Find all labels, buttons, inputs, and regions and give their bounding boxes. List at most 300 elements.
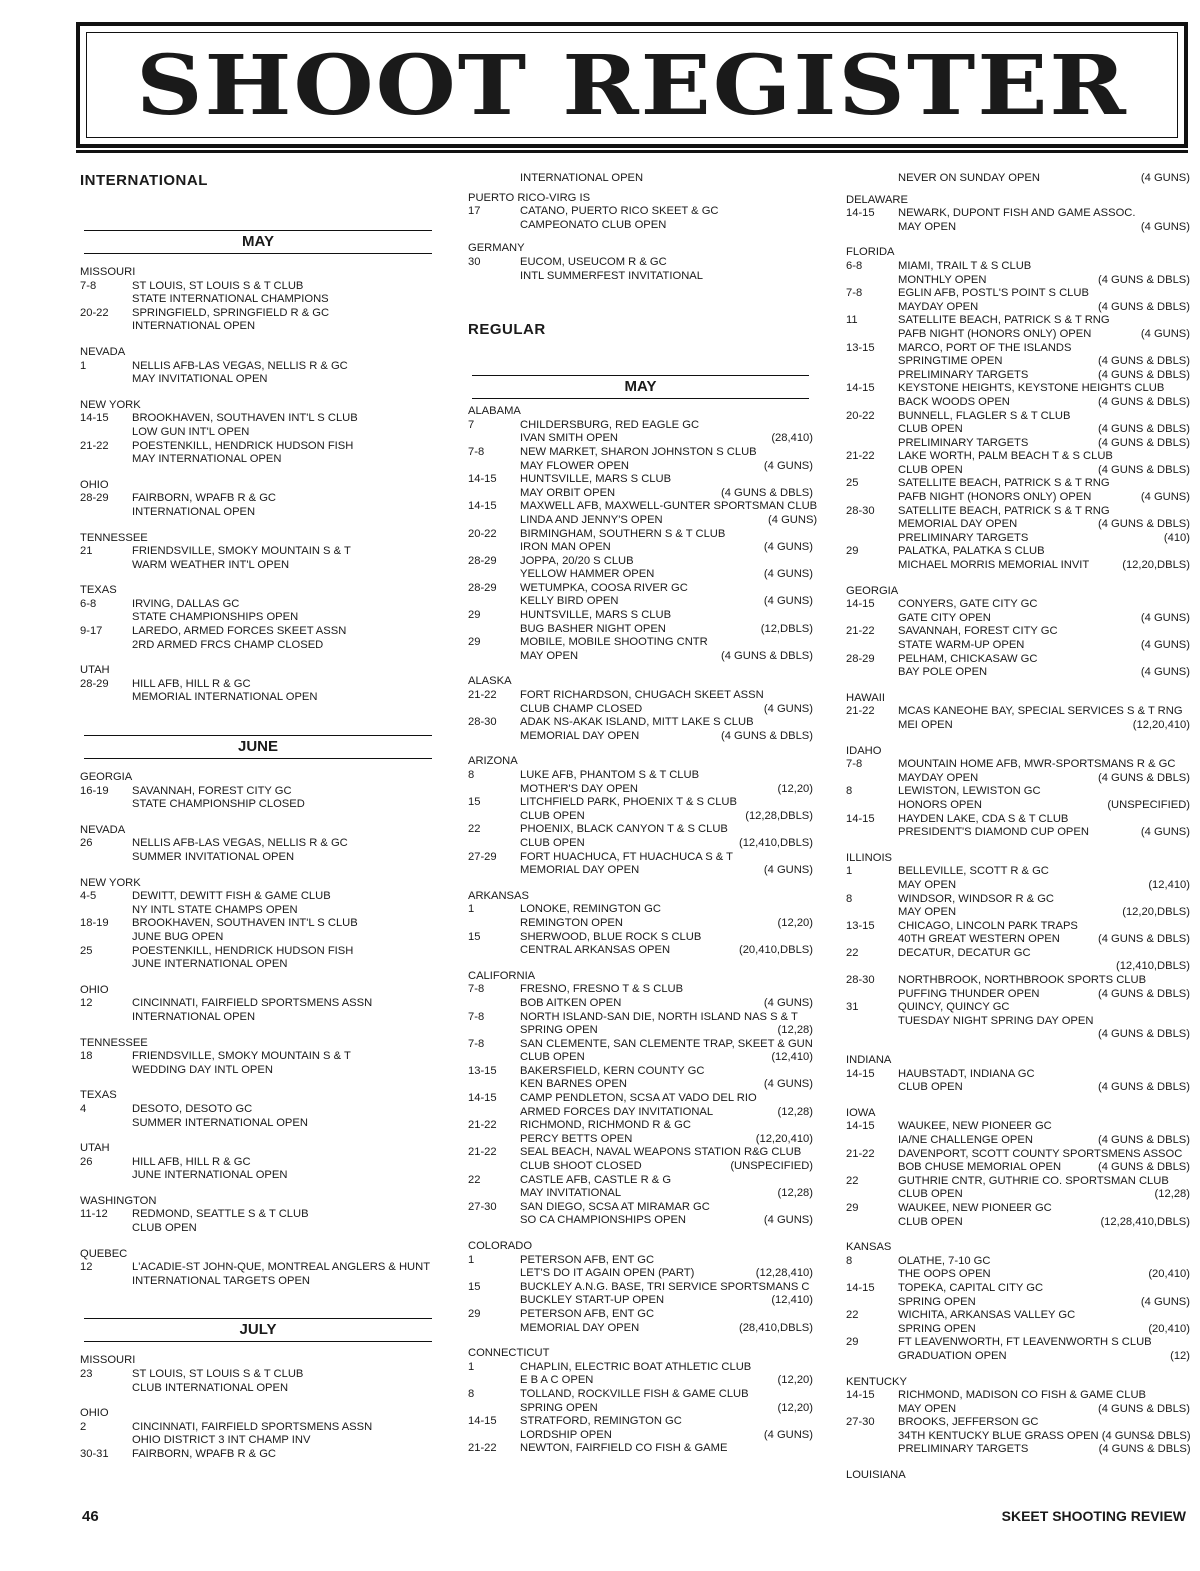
detail-line bbox=[898, 505, 1190, 519]
detail-line bbox=[898, 1443, 1191, 1457]
detail-line bbox=[132, 307, 436, 321]
shoot-text: REMINGTON OPEN bbox=[520, 916, 623, 929]
shoot-text: SEAL BEACH, NAVAL WEAPONS STATION R&G CLUB bbox=[520, 1146, 802, 1159]
shoot-dates: 11-12 bbox=[80, 1208, 108, 1221]
detail-line bbox=[520, 1308, 813, 1322]
shoot-entry bbox=[846, 1282, 1190, 1309]
shoot-dates: 7-8 bbox=[468, 983, 485, 996]
shoot-dates: 22 bbox=[846, 1174, 859, 1187]
shoot-entry bbox=[846, 1148, 1190, 1175]
detail-line bbox=[520, 609, 813, 623]
state-block bbox=[80, 1354, 436, 1395]
state-block bbox=[80, 266, 436, 334]
detail-line bbox=[132, 1050, 436, 1064]
shoot-entry bbox=[80, 837, 436, 864]
shoot-text: STATE CHAMPIONSHIPS OPEN bbox=[132, 611, 299, 624]
shoot-entry bbox=[468, 1201, 813, 1228]
shoot-text: CATANO, PUERTO RICO SKEET & GC bbox=[520, 205, 719, 218]
shoot-entry bbox=[468, 769, 813, 796]
shoot-details bbox=[132, 785, 436, 812]
state-block bbox=[80, 399, 436, 467]
shoot-details bbox=[520, 796, 813, 823]
shoot-entry bbox=[846, 505, 1190, 546]
shoot-details bbox=[898, 1255, 1190, 1282]
shoot-text: PRELIMINARY TARGETS bbox=[898, 1443, 1029, 1456]
shoot-entry bbox=[846, 410, 1190, 451]
shoot-text: PETERSON AFB, ENT GC bbox=[520, 1253, 655, 1266]
shoot-dates: 26 bbox=[80, 1155, 93, 1168]
shoot-details bbox=[520, 1442, 813, 1456]
gauge-info: (12,20,DBLS) bbox=[1122, 906, 1190, 919]
detail-line bbox=[132, 492, 436, 506]
state-block bbox=[80, 584, 436, 652]
state-block bbox=[846, 246, 1190, 572]
detail-line bbox=[898, 355, 1190, 369]
state-block bbox=[468, 242, 813, 283]
detail-line bbox=[132, 1448, 436, 1462]
detail-line bbox=[132, 904, 436, 918]
shoot-dates: 28-29 bbox=[468, 554, 497, 567]
shoot-entry bbox=[80, 598, 436, 625]
state-name: ALASKA bbox=[468, 675, 512, 688]
detail-line bbox=[898, 879, 1190, 893]
shoot-dates: 6-8 bbox=[80, 597, 97, 610]
detail-line bbox=[898, 813, 1190, 827]
shoot-text: PETERSON AFB, ENT GC bbox=[520, 1307, 655, 1320]
shoot-entry bbox=[846, 974, 1190, 1001]
state-name: TEXAS bbox=[80, 1089, 117, 1102]
gauge-info: (4 GUNS) bbox=[1140, 220, 1190, 233]
gauge-info: (12) bbox=[1170, 1349, 1190, 1362]
shoot-details bbox=[898, 1120, 1190, 1147]
shoot-text: TUESDAY NIGHT SPRING DAY OPEN bbox=[898, 1014, 1094, 1027]
gauge-info: (4 GUNS) bbox=[1140, 666, 1190, 679]
shoot-details bbox=[898, 598, 1190, 625]
shoot-text: BUG BASHER NIGHT OPEN bbox=[520, 622, 666, 635]
detail-line bbox=[898, 1389, 1190, 1403]
shoot-text: WAUKEE, NEW PIONEER GC bbox=[898, 1201, 1052, 1214]
shoot-entry bbox=[80, 1208, 436, 1235]
shoot-text: CHAPLIN, ELECTRIC BOAT ATHLETIC CLUB bbox=[520, 1360, 752, 1373]
shoot-text: RICHMOND, MADISON CO FISH & GAME CLUB bbox=[898, 1389, 1147, 1402]
shoot-dates: 18-19 bbox=[80, 917, 109, 930]
shoot-text: CINCINNATI, FAIRFIELD SPORTSMENS ASSN bbox=[132, 997, 373, 1010]
shoot-text: MAY OPEN bbox=[898, 906, 957, 919]
shoot-text: WICHITA, ARKANSAS VALLEY GC bbox=[898, 1309, 1076, 1322]
detail-line bbox=[898, 772, 1190, 786]
shoot-dates: 29 bbox=[846, 1201, 859, 1214]
state-name: NEVADA bbox=[80, 345, 126, 358]
shoot-text: MAY INTERNATIONAL OPEN bbox=[132, 453, 282, 466]
shoot-text: SPRING OPEN bbox=[898, 1322, 976, 1335]
shoot-text: SPRINGFIELD, SPRINGFIELD R & GC bbox=[132, 306, 330, 319]
shoot-entry bbox=[846, 260, 1190, 287]
shoot-text: BUCKLEY START-UP OPEN bbox=[520, 1294, 665, 1307]
detail-line bbox=[520, 1160, 813, 1174]
detail-line bbox=[132, 506, 436, 520]
shoot-text: SAVANNAH, FOREST CITY GC bbox=[898, 625, 1058, 638]
shoot-dates: 29 bbox=[846, 1336, 859, 1349]
shoot-entry bbox=[80, 492, 436, 519]
column-3 bbox=[846, 172, 1190, 1483]
state-block bbox=[846, 1241, 1190, 1363]
shoot-entry bbox=[846, 1120, 1190, 1147]
shoot-entry bbox=[846, 477, 1190, 504]
shoot-entry bbox=[468, 1415, 813, 1442]
shoot-text: LORDSHIP OPEN bbox=[520, 1428, 612, 1441]
shoot-text: WEDDING DAY INTL OPEN bbox=[132, 1063, 273, 1076]
gauge-info: (12,410) bbox=[771, 1294, 813, 1307]
detail-line bbox=[520, 917, 813, 931]
shoot-dates: 26 bbox=[80, 837, 93, 850]
shoot-text: MAY INVITATIONAL OPEN bbox=[132, 373, 268, 386]
detail-line bbox=[132, 1208, 436, 1222]
detail-line bbox=[520, 219, 813, 233]
shoot-text: FRIENDSVILLE, SMOKY MOUNTAIN S & T bbox=[132, 1050, 351, 1063]
detail-line bbox=[898, 1309, 1190, 1323]
shoot-entry bbox=[80, 917, 436, 944]
shoot-dates: 21-22 bbox=[846, 1147, 875, 1160]
detail-line bbox=[132, 1368, 436, 1382]
shoot-text: HAYDEN LAKE, CDA S & T CLUB bbox=[898, 812, 1069, 825]
detail-line bbox=[898, 865, 1190, 879]
shoot-text: CHILDERSBURG, RED EAGLE GC bbox=[520, 418, 700, 431]
shoot-text: BAY POLE OPEN bbox=[898, 666, 988, 679]
shoot-entry bbox=[468, 903, 813, 930]
gauge-info: (12,28,410,DBLS) bbox=[1100, 1215, 1190, 1228]
shoot-text: FAIRBORN, WPAFB R & GC bbox=[132, 1448, 276, 1460]
detail-line bbox=[898, 1296, 1190, 1310]
shoot-details bbox=[132, 1421, 436, 1448]
state-block bbox=[468, 675, 813, 743]
shoot-text: LOW GUN INT'L OPEN bbox=[132, 425, 250, 438]
shoot-dates: 29 bbox=[468, 1307, 481, 1320]
detail-line bbox=[520, 256, 813, 270]
shoot-entry bbox=[80, 890, 436, 917]
shoot-details bbox=[132, 307, 436, 334]
shoot-details bbox=[132, 890, 436, 917]
detail-line bbox=[898, 221, 1190, 235]
shoot-entry bbox=[846, 342, 1190, 383]
detail-line bbox=[132, 1421, 436, 1435]
detail-line bbox=[898, 450, 1190, 464]
shoot-details bbox=[898, 1282, 1190, 1309]
detail-line bbox=[132, 373, 436, 387]
shoot-entry bbox=[468, 1361, 813, 1388]
header-rule bbox=[76, 150, 1188, 153]
detail-line bbox=[520, 823, 813, 837]
shoot-details bbox=[520, 716, 813, 743]
shoot-text: MOTHER'S DAY OPEN bbox=[520, 782, 638, 795]
detail-line bbox=[132, 320, 436, 334]
shoot-details bbox=[520, 1388, 813, 1415]
detail-line bbox=[132, 945, 436, 959]
shoot-dates: 27-30 bbox=[468, 1200, 497, 1213]
gauge-info: (4 GUNS) bbox=[1140, 172, 1190, 184]
gauge-info: (4 GUNS) bbox=[763, 459, 813, 472]
shoot-dates: 14-15 bbox=[846, 207, 875, 220]
detail-line bbox=[520, 1254, 813, 1268]
shoot-text: CLUB OPEN bbox=[132, 1222, 197, 1235]
shoot-details bbox=[520, 1201, 813, 1228]
state-name: IOWA bbox=[846, 1106, 876, 1119]
detail-line bbox=[898, 920, 1190, 934]
detail-line bbox=[132, 851, 436, 865]
detail-line bbox=[898, 1068, 1190, 1082]
shoot-text: LINDA AND JENNY'S OPEN bbox=[520, 513, 663, 526]
detail-line bbox=[132, 559, 436, 573]
shoot-entry bbox=[468, 1254, 813, 1281]
shoot-entry bbox=[846, 813, 1190, 840]
shoot-details bbox=[132, 1156, 436, 1183]
detail-line bbox=[132, 678, 436, 692]
shoot-dates: 4 bbox=[80, 1102, 87, 1115]
detail-line bbox=[898, 287, 1190, 301]
state-name: GERMANY bbox=[468, 242, 525, 255]
shoot-dates: 7-8 bbox=[468, 1010, 485, 1023]
shoot-text: LET'S DO IT AGAIN OPEN (PART) bbox=[520, 1267, 695, 1280]
shoot-entry bbox=[80, 678, 436, 705]
shoot-text: STATE WARM-UP OPEN bbox=[898, 639, 1025, 651]
shoot-text: MOUNTAIN HOME AFB, MWR-SPORTSMANS R & GC bbox=[898, 758, 1176, 771]
gauge-info: (12,20) bbox=[777, 1374, 813, 1387]
shoot-text: CAMPEONATO CLUB OPEN bbox=[520, 218, 667, 231]
page-title: SHOOT REGISTER bbox=[136, 36, 1128, 134]
detail-line bbox=[520, 796, 813, 810]
shoot-dates: 23 bbox=[80, 1368, 93, 1381]
detail-line bbox=[520, 689, 813, 703]
state-block bbox=[80, 771, 436, 812]
detail-line bbox=[520, 541, 813, 555]
shoot-text: CLUB OPEN bbox=[898, 423, 963, 436]
detail-line bbox=[520, 623, 813, 637]
shoot-entry bbox=[80, 1368, 436, 1395]
month-heading: JULY bbox=[84, 1318, 432, 1342]
shoot-details bbox=[898, 865, 1190, 892]
shoot-text: DECATUR, DECATUR GC bbox=[898, 946, 1031, 959]
shoot-text: INTERNATIONAL OPEN bbox=[132, 1010, 256, 1023]
gauge-info: (12,410) bbox=[771, 1051, 813, 1064]
shoot-dates: 29 bbox=[468, 636, 481, 649]
detail-line bbox=[520, 1388, 813, 1402]
shoot-entry bbox=[80, 360, 436, 387]
detail-line bbox=[898, 1202, 1190, 1216]
detail-line bbox=[520, 1201, 813, 1215]
detail-line bbox=[132, 545, 436, 559]
gauge-info: (12,20) bbox=[777, 916, 813, 929]
detail-line bbox=[898, 639, 1190, 653]
gauge-info: (12,DBLS) bbox=[760, 622, 813, 635]
shoot-details bbox=[520, 1308, 813, 1335]
shoot-dates: 22 bbox=[468, 1173, 481, 1186]
shoot-text: MEMORIAL DAY OPEN bbox=[520, 729, 640, 742]
detail-line bbox=[520, 703, 813, 717]
state-name: LOUISIANA bbox=[846, 1469, 906, 1482]
shoot-dates: 12 bbox=[80, 997, 93, 1010]
shoot-details bbox=[132, 625, 436, 652]
detail-line bbox=[898, 314, 1190, 328]
shoot-text: BOB CHUSE MEMORIAL OPEN bbox=[898, 1161, 1062, 1174]
detail-line bbox=[520, 983, 813, 997]
shoot-dates: 14-15 bbox=[846, 598, 875, 611]
shoot-entry bbox=[846, 920, 1190, 947]
detail-line bbox=[132, 958, 436, 972]
gauge-info: (4 GUNS) bbox=[763, 541, 813, 554]
state-name: KANSAS bbox=[846, 1241, 892, 1254]
shoot-dates: 21-22 bbox=[846, 705, 875, 718]
shoot-text: INTERNATIONAL TARGETS OPEN bbox=[132, 1274, 310, 1287]
shoot-text: PERCY BETTS OPEN bbox=[520, 1132, 633, 1145]
shoot-dates: 14-15 bbox=[846, 1281, 875, 1294]
shoot-entry bbox=[468, 609, 813, 636]
detail-line bbox=[898, 369, 1190, 383]
gauge-info: (12,20,410) bbox=[755, 1132, 813, 1145]
shoot-text: SATELLITE BEACH, PATRICK S & T RNG bbox=[898, 504, 1110, 517]
shoot-text: GATE CITY OPEN bbox=[898, 611, 991, 624]
detail-line bbox=[132, 440, 436, 454]
shoot-details bbox=[520, 983, 813, 1010]
detail-line bbox=[898, 974, 1190, 988]
shoot-text: BACK WOODS OPEN bbox=[898, 395, 1010, 408]
shoot-dates: 7-8 bbox=[846, 758, 863, 771]
shoot-entry bbox=[468, 1308, 813, 1335]
shoot-entry bbox=[468, 1442, 813, 1456]
detail-line bbox=[898, 559, 1190, 573]
shoot-details bbox=[132, 280, 436, 307]
shoot-details bbox=[898, 1202, 1190, 1229]
shoot-entry bbox=[468, 636, 813, 663]
shoot-entry bbox=[468, 1388, 813, 1415]
shoot-text: MIAMI, TRAIL T & S CLUB bbox=[898, 259, 1032, 272]
detail-line bbox=[520, 636, 813, 650]
shoot-text: LAKE WORTH, PALM BEACH T & S CLUB bbox=[898, 450, 1113, 463]
detail-line bbox=[520, 997, 813, 1011]
shoot-dates: 22 bbox=[468, 823, 481, 836]
gauge-info: (28,410) bbox=[771, 432, 813, 445]
shoot-dates: 14-15 bbox=[846, 1120, 875, 1133]
shoot-dates: 30-31 bbox=[80, 1448, 109, 1460]
shoot-details bbox=[898, 477, 1190, 504]
detail-line bbox=[898, 799, 1190, 813]
shoot-details bbox=[898, 705, 1190, 732]
gauge-info: (4 GUNS) bbox=[763, 996, 813, 1009]
shoot-text: NY INTL STATE CHAMPS OPEN bbox=[132, 903, 298, 916]
shoot-text: 2RD ARMED FRCS CHAMP CLOSED bbox=[132, 638, 324, 651]
shoot-dates: 28-30 bbox=[468, 716, 497, 729]
shoot-text: MAYDAY OPEN bbox=[898, 771, 979, 784]
section-heading-regular: REGULAR bbox=[468, 321, 546, 339]
shoot-text: ST LOUIS, ST LOUIS S & T CLUB bbox=[132, 279, 304, 292]
state-block bbox=[846, 1376, 1190, 1458]
detail-line bbox=[898, 893, 1190, 907]
shoot-dates: 20-22 bbox=[846, 409, 875, 422]
shoot-text: SUMMER INVITATIONAL OPEN bbox=[132, 851, 295, 863]
shoot-dates: 11 bbox=[846, 314, 858, 327]
shoot-entry bbox=[80, 440, 436, 467]
detail-line bbox=[898, 1430, 1191, 1444]
shoot-entry bbox=[846, 450, 1190, 477]
shoot-dates: 28-30 bbox=[846, 974, 875, 987]
detail-line bbox=[132, 1275, 436, 1289]
shoot-details bbox=[898, 758, 1190, 785]
state-block bbox=[80, 1407, 436, 1461]
shoot-entry bbox=[468, 796, 813, 823]
detail-line bbox=[898, 1134, 1190, 1148]
detail-line bbox=[898, 1416, 1191, 1430]
shoot-text: MOBILE, MOBILE SHOOTING CNTR bbox=[520, 636, 708, 649]
shoot-entry bbox=[468, 419, 813, 446]
shoot-text: E B A C OPEN bbox=[520, 1374, 594, 1387]
state-block bbox=[846, 852, 1190, 1042]
gauge-info: (410) bbox=[1163, 531, 1190, 544]
shoot-text: LONOKE, REMINGTON GC bbox=[520, 903, 661, 916]
shoot-dates: 31 bbox=[846, 1001, 859, 1014]
shoot-details bbox=[520, 1119, 813, 1146]
shoot-dates: 15 bbox=[468, 1280, 481, 1293]
shoot-details bbox=[898, 545, 1190, 572]
shoot-text: KEN BARNES OPEN bbox=[520, 1078, 627, 1091]
shoot-dates: 14-15 bbox=[80, 412, 109, 425]
detail-line bbox=[520, 944, 813, 958]
shoot-dates: 28-29 bbox=[80, 492, 109, 505]
state-name: OHIO bbox=[80, 1407, 109, 1420]
state-block bbox=[80, 824, 436, 865]
shoot-details bbox=[898, 1068, 1190, 1095]
shoot-dates: 21-22 bbox=[846, 450, 875, 463]
state-block bbox=[468, 890, 813, 958]
shoot-dates: 22 bbox=[846, 1309, 859, 1322]
gauge-info: (4 GUNS) bbox=[763, 595, 813, 608]
shoot-text: SUMMER INTERNATIONAL OPEN bbox=[132, 1116, 308, 1129]
shoot-entry bbox=[846, 625, 1190, 652]
shoot-text: CLUB CHAMP CLOSED bbox=[520, 702, 643, 715]
shoot-details bbox=[132, 837, 436, 864]
detail-line bbox=[520, 1374, 813, 1388]
shoot-details bbox=[898, 813, 1190, 840]
detail-line bbox=[898, 396, 1190, 410]
detail-line bbox=[898, 260, 1190, 274]
gauge-info: (4 GUNS & DBLS) bbox=[720, 486, 813, 499]
state-block bbox=[846, 1469, 1190, 1483]
gauge-info: (4 GUNS & DBLS) bbox=[1097, 518, 1190, 531]
detail-line bbox=[520, 419, 813, 433]
detail-line bbox=[898, 437, 1190, 451]
shoot-dates: 28-29 bbox=[80, 677, 109, 690]
detail-line bbox=[898, 705, 1190, 719]
shoot-dates: 8 bbox=[846, 892, 853, 905]
shoot-details bbox=[520, 636, 813, 663]
gauge-info: (4 GUNS & DBLS) bbox=[1097, 1081, 1190, 1094]
detail-line bbox=[520, 582, 813, 596]
shoot-entry bbox=[80, 412, 436, 439]
shoot-text: QUINCY, QUINCY GC bbox=[898, 1001, 1010, 1014]
shoot-entry bbox=[468, 1092, 813, 1119]
shoot-text: MAY ORBIT OPEN bbox=[520, 486, 616, 499]
shoot-text: MAY FLOWER OPEN bbox=[520, 459, 629, 472]
detail-line bbox=[898, 477, 1190, 491]
shoot-text: SPRING OPEN bbox=[520, 1024, 598, 1037]
shoot-dates: 15 bbox=[468, 930, 481, 943]
shoot-text: WAUKEE, NEW PIONEER GC bbox=[898, 1120, 1052, 1133]
shoot-text: JOPPA, 20/20 S CLUB bbox=[520, 554, 634, 567]
detail-line bbox=[898, 382, 1190, 396]
gauge-info: (4 GUNS & DBLS) bbox=[1097, 1134, 1190, 1146]
shoot-text: CLUB INTERNATIONAL OPEN bbox=[132, 1381, 289, 1394]
detail-line bbox=[898, 1403, 1190, 1417]
shoot-text: MAXWELL AFB, MAXWELL-GUNTER SPORTSMAN CLUB bbox=[520, 500, 818, 513]
shoot-text: BUNNELL, FLAGLER S & T CLUB bbox=[898, 409, 1071, 422]
gauge-info: (4 GUNS) bbox=[1140, 327, 1190, 340]
